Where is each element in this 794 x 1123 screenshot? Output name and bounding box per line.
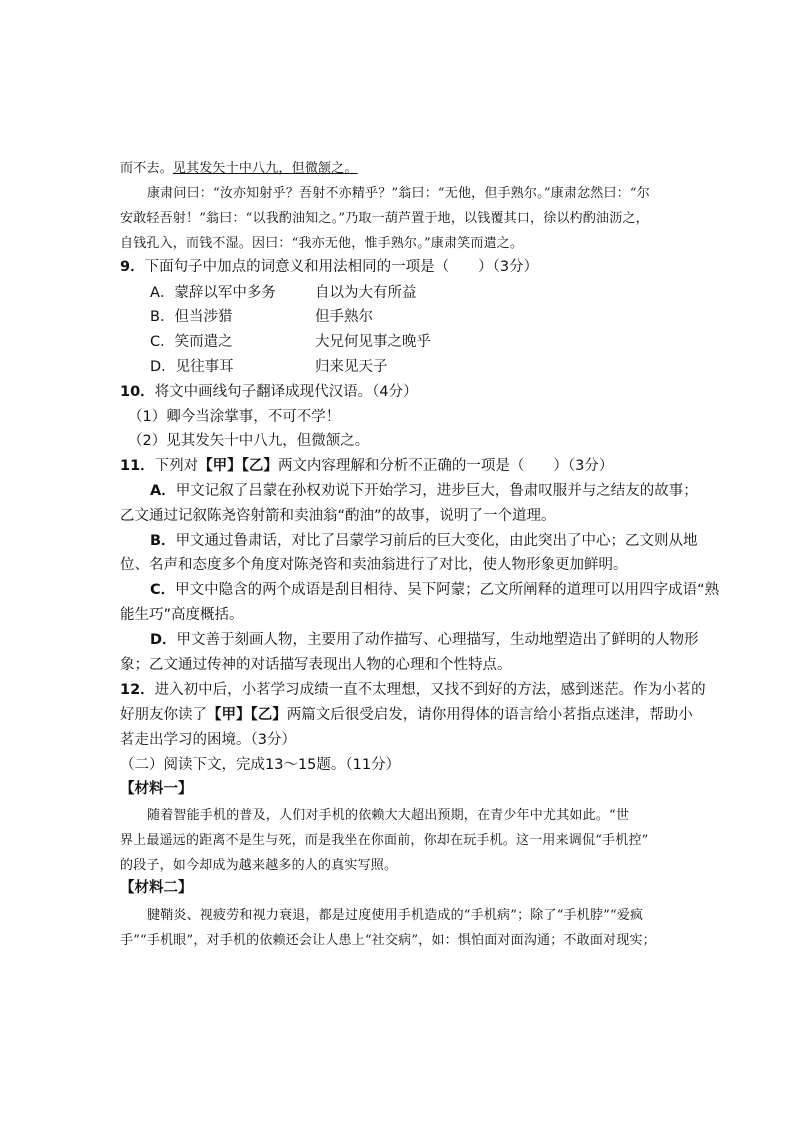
material-2-title: 【材料二】 (120, 880, 193, 896)
passage-line-1 (120, 157, 358, 176)
question-stem: 将文中画线句子翻译成现代汉语。（4分） (154, 384, 418, 400)
question-12-line-2 (120, 703, 693, 724)
q9-option-c (150, 330, 431, 351)
material-1-line-1: 随着智能手机的普及，人们对手机的依赖大大超出预期，在青少年中尤其如此。“世 (147, 808, 630, 823)
passage-line-3: 安敢轻吾射！”翁曰：“以我酌油知之。”乃取一葫芦置于地，以钱覆其口，徐以杓酌油沥之， (120, 211, 649, 226)
question-stem: 好朋友你读了 (120, 707, 207, 723)
option-label: B． (150, 533, 176, 549)
passage-line-2: 康肃问曰：“汝亦知射乎？吾射不亦精乎？”翁曰：“无他，但手熟尔。”康肃忿然曰：“尔 (147, 186, 650, 201)
material-1-line-3: 的段子，如今却成为越来越多的人的真实写照。 (120, 858, 398, 873)
question-number: 9． (120, 259, 145, 275)
q11-option-c-line-1 (150, 578, 719, 599)
q9-option-a (150, 281, 417, 302)
q11-option-d-line-1 (150, 628, 699, 649)
option-right: 大兄何见事之晚乎 (315, 334, 431, 350)
q11-option-b-line-1 (150, 529, 698, 550)
question-11 (120, 454, 613, 475)
option-label: C． (150, 582, 176, 598)
material-1-title: 【材料一】 (120, 781, 193, 797)
q9-option-d (150, 355, 388, 376)
question-number: 10． (120, 384, 155, 400)
q11-option-a-line-1 (150, 479, 698, 500)
option-text: 甲文记叙了吕蒙在孙权劝说下开始学习，进步巨大，鲁肃叹服并与之结友的故事； (175, 483, 698, 499)
material-2-line-2: 手”“手机眼”，对手机的依赖还会让人患上“社交病”，如：惧怕面对面沟通；不敢面对现实； (120, 933, 656, 948)
option-label: A． (150, 483, 176, 499)
question-12-line-1 (120, 678, 706, 699)
q10-item-2: （2）见其发矢十中八九，但微颔之。 (128, 433, 370, 449)
option-text: 甲文善于刻画人物，主要用了动作描写、心理描写，生动地塑造出了鲜明的人物形 (176, 632, 699, 648)
passage-ref: 【甲】【乙】 (207, 707, 287, 723)
option-text: 甲文中隐含的两个成语是刮目相待、吴下阿蒙；乙文所阐释的道理可以用四字成语“熟 (175, 582, 720, 598)
question-stem: 下列对 (154, 458, 199, 474)
question-9 (120, 255, 538, 276)
option-left: C．笑而遣之 (150, 334, 233, 350)
material-2-line-1: 腱鞘炎、视疲劳和视力衰退，都是过度使用手机造成的“手机病”；除了“手机脖”“爱疯 (147, 908, 644, 923)
passage-line-4: 自钱孔入，而钱不湿。因曰：“我亦无他，惟手熟尔。”康肃笑而遣之。 (120, 236, 524, 251)
option-left: A．蒙辞以军中多务 (150, 285, 276, 301)
option-right: 但手熟尔 (315, 309, 373, 325)
underlined-sentence: 见其发矢十中八九，但微颔之。 (172, 161, 358, 176)
question-stem: 进入初中后，小茗学习成绩一直不太理想，又找不到好的方法，感到迷茫。作为小茗的 (154, 682, 706, 698)
option-text: 甲文通过鲁肃话，对比了吕蒙学习前后的巨大变化，由此突出了中心；乙文则从地 (175, 533, 698, 549)
question-number: 11． (120, 458, 155, 474)
q11-option-a-line-2: 乙文通过记叙陈尧咨射箭和卖油翁“酌油”的故事，说明了一个道理。 (120, 508, 556, 524)
question-10 (120, 380, 418, 401)
section-2-heading: （二）阅读下文，完成13～15题。（11分） (120, 757, 401, 773)
option-left: B．但当涉猎 (150, 309, 233, 325)
question-stem: 两文内容理解和分析不正确的一项是（ ）（3分） (277, 458, 614, 474)
q10-item-1: （1）卿今当涂掌事，不可不学！ (128, 409, 341, 425)
question-stem: 下面句子中加点的词意义和用法相同的一项是（ ）（3分） (144, 259, 539, 275)
material-1-line-2: 界上最遥远的距离不是生与死，而是我坐在你面前，你却在玩手机。这一用来调侃“手机控” (120, 833, 649, 848)
q9-option-b (150, 305, 373, 326)
q11-option-d-line-2: 象；乙文通过传神的对话描写表现出人物的心理和个性特点。 (120, 657, 512, 673)
q11-option-c-line-2: 能生巧”高度概括。 (120, 607, 244, 623)
option-right: 归来见天子 (315, 359, 388, 375)
question-stem: 两篇文后很受启发，请你用得体的语言给小茗指点迷津，帮助小 (286, 707, 693, 723)
question-number: 12． (120, 682, 155, 698)
option-left: D．见往事耳 (150, 359, 234, 375)
question-12-line-3: 茗走出学习的困境。（3分） (120, 732, 296, 748)
q11-option-b-line-2: 位、名声和态度多个角度对陈尧咨和卖油翁进行了对比，使人物形象更加鲜明。 (120, 557, 628, 573)
option-label: D． (150, 632, 177, 648)
passage-text: 而不去。 (120, 161, 173, 176)
passage-ref: 【甲】【乙】 (198, 458, 278, 474)
option-right: 自以为大有所益 (315, 285, 417, 301)
